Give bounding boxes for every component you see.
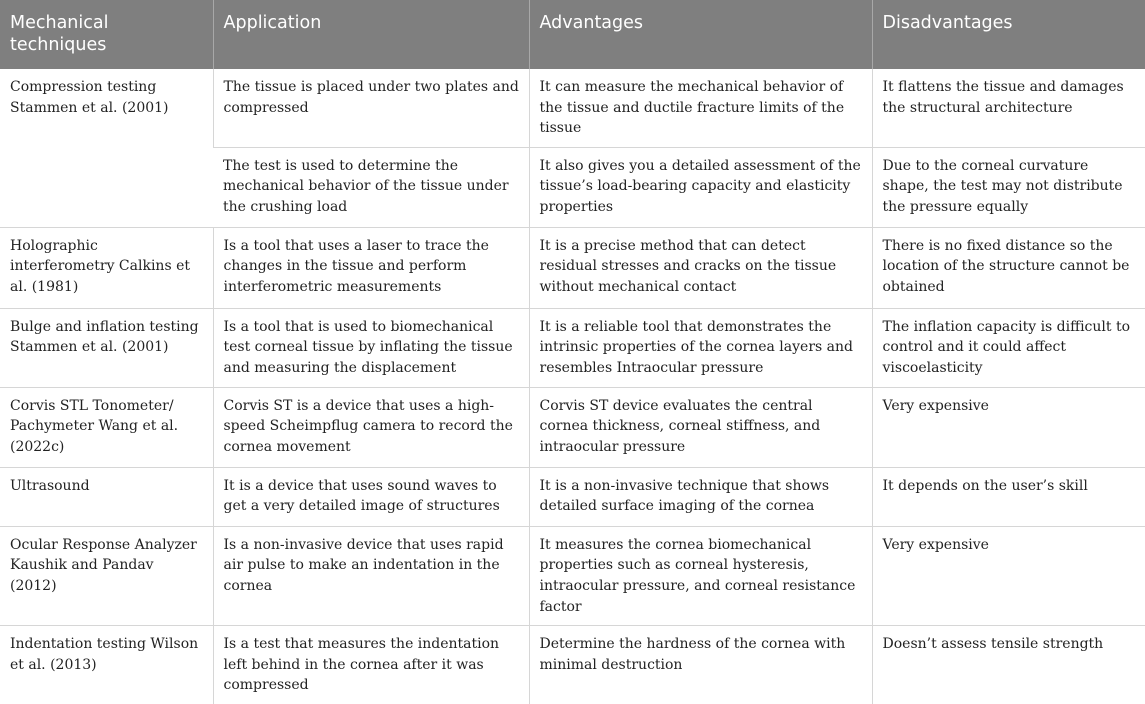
application-cell: Corvis ST is a device that uses a high-speed Scheimpflug camera to record the cornea movement (213, 387, 529, 467)
technique-cell: Holographic interferometry Calkins et al. (1981) (0, 227, 213, 308)
advantages-cell: It is a reliable tool that demonstrates the intrinsic properties of the cornea layers and resembles Intraocular pressure (529, 308, 872, 387)
table-row (0, 387, 1145, 467)
application-cell: It is a device that uses sound waves to get a very detailed image of structures (213, 467, 529, 526)
disadvantages-cell: It depends on the user’s skill (872, 467, 1145, 526)
table-header (0, 0, 1145, 69)
application-cell: Is a tool that is used to biomechanical test corneal tissue by inflating the tissue and measuring the displacement (213, 308, 529, 387)
technique-cell: Corvis STL Tonometer/ Pachymeter Wang et al. (2022c) (0, 387, 213, 467)
disadvantages-cell: Doesn’t assess tensile strength (872, 626, 1145, 704)
advantages-cell: It measures the cornea biomechanical properties such as corneal hysteresis, intraocular pressure, and corneal resistance factor (529, 526, 872, 625)
application-cell: The tissue is placed under two plates and compressed (213, 69, 529, 147)
disadvantages-cell: The inflation capacity is difficult to control and it could affect viscoelasticity (872, 308, 1145, 387)
technique-cell: Indentation testing Wilson et al. (2013) (10, 636, 199, 673)
advantages-cell: It also gives you a detailed assessment of the tissue’s load-bearing capacity and elasticity properties (529, 147, 872, 227)
technique-cell: Bulge and inflation testing Stammen et al. (2001) (0, 308, 213, 387)
header-row (0, 0, 1145, 69)
application-cell: Is a tool that uses a laser to trace the changes in the tissue and perform interferometric measurements (213, 227, 529, 308)
table-row (0, 467, 1145, 526)
advantages-cell: It can measure the mechanical behavior of the tissue and ductile fracture limits of the tissue (529, 69, 872, 147)
header-mechanical-techniques: Mechanical techniques (0, 0, 213, 69)
disadvantages-cell: Due to the corneal curvature shape, the test may not distribute the pressure equally (872, 147, 1145, 227)
header-application: Application (213, 0, 529, 69)
technique-cell: Ocular Response Analyzer Kaushik and Pandav (2012) (0, 526, 213, 625)
disadvantages-cell: Very expensive (872, 526, 1145, 625)
disadvantages-cell: There is no fixed distance so the location of the structure cannot be obtained (872, 227, 1145, 308)
header-advantages: Advantages (529, 0, 872, 69)
table-row (0, 308, 1145, 387)
disadvantages-cell: It flattens the tissue and damages the structural architecture (872, 69, 1145, 147)
header-disadvantages: Disadvantages (872, 0, 1145, 69)
table-row (0, 526, 1145, 625)
technique-cell: Compression testing Stammen et al. (2001) (0, 69, 213, 227)
advantages-cell: It is a precise method that can detect residual stresses and cracks on the tissue without mechanical contact (529, 227, 872, 308)
application-cell: The test is used to determine the mechanical behavior of the tissue under the crushing load (213, 147, 529, 227)
table-body (0, 69, 1145, 704)
technique-cell: Ultrasound (0, 467, 213, 526)
disadvantages-cell: Very expensive (872, 387, 1145, 467)
advantages-cell: Determine the hardness of the cornea with minimal destruction (529, 626, 872, 704)
application-cell: Is a non-invasive device that uses rapid air pulse to make an indentation in the cornea (213, 526, 529, 625)
advantages-cell: Corvis ST device evaluates the central cornea thickness, corneal stiffness, and intraocular pressure (529, 387, 872, 467)
application-cell: Is a test that measures the indentation left behind in the cornea after it was compressed (213, 626, 529, 704)
advantages-cell: It is a non-invasive technique that shows detailed surface imaging of the cornea (529, 467, 872, 526)
table-row (0, 227, 1145, 308)
table-row (0, 626, 1145, 704)
table-row (0, 69, 1145, 147)
